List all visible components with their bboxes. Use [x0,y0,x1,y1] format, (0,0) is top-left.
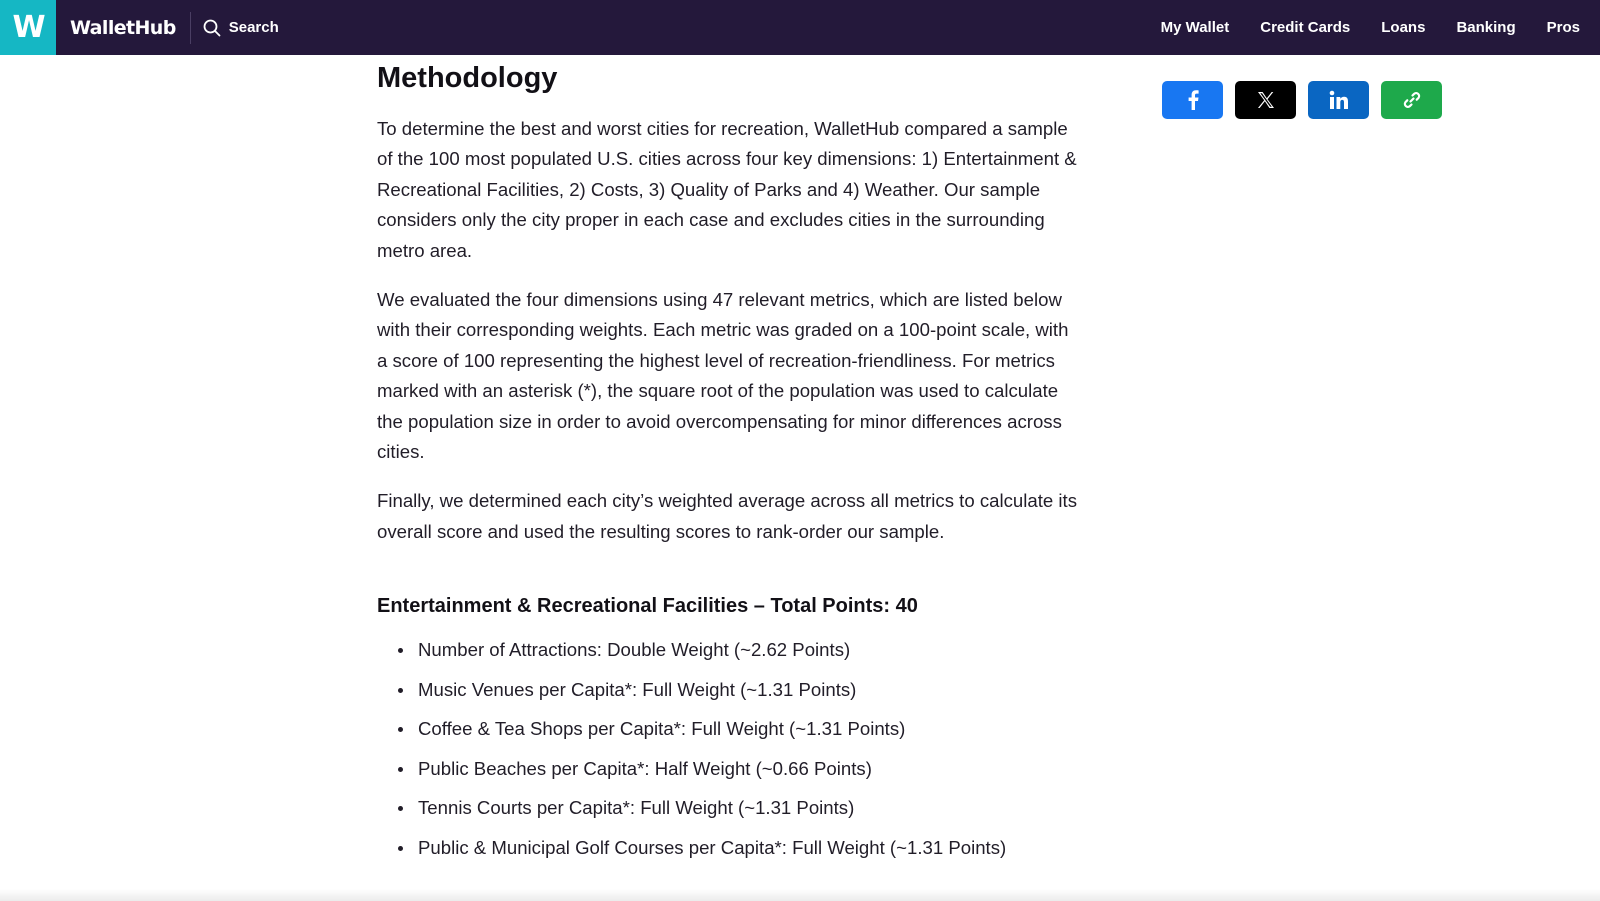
page-title: Methodology [377,62,558,94]
metrics-list [377,635,1082,872]
list-item: Number of Attractions: Double Weight (~2.62 Points) [377,635,1082,675]
top-navigation-bar [0,0,1600,55]
linkedin-icon [1329,90,1349,110]
share-linkedin-button[interactable] [1308,81,1369,119]
share-buttons [1162,81,1454,119]
section-heading: Entertainment & Recreational Facilities – Total Points: 40 [377,595,918,618]
nav-credit-cards[interactable]: Credit Cards [1260,19,1351,36]
list-item: Coffee & Tea Shops per Capita*: Full Weight (~1.31 Points) [377,714,1082,754]
nav-loans[interactable]: Loans [1381,19,1426,36]
x-icon [1257,91,1275,109]
link-icon [1402,90,1422,110]
wallethub-logo-text[interactable]: WalletHub [70,16,176,39]
list-item: Public & Municipal Golf Courses per Capita*: Full Weight (~1.31 Points) [377,833,1082,873]
list-item: Public Beaches per Capita*: Half Weight (~0.66 Points) [377,754,1082,794]
paragraph-scoring: Finally, we determined each city’s weighted average across all metrics to calculate its overall score and used the resulting scores to rank-order our sample. [377,490,1077,542]
nav-my-wallet[interactable]: My Wallet [1160,19,1230,36]
search-button[interactable] [203,19,279,37]
share-facebook-button[interactable] [1162,81,1223,119]
paragraph-intro: To determine the best and worst cities for recreation, WalletHub compared a sample of the 100 most populated U.S. cities across four key dimensions: 1) Entertainment & Recreational Facilities, 2) Costs, 3) Quality of Parks and 4) Weather. Our sample considers only the city proper in each case and excludes cities in the surrounding metro area. [377,118,1077,261]
copy-link-button[interactable] [1381,81,1442,119]
paragraph-metrics: We evaluated the four dimensions using 47 relevant metrics, which are listed below with their corresponding weights. Each metric was graded on a 100-point scale, with a score of 100 representing the highest level of recreation-friendliness. For metrics marked with an asterisk (*), the square root of the population was used to calculate the population size in order to avoid overcompensating for minor differences across cities. [377,289,1069,463]
bottom-edge-shadow [0,889,1600,901]
list-item: Tennis Courts per Capita*: Full Weight (~1.31 Points) [377,793,1082,833]
search-label: Search [228,19,279,36]
wallethub-logo-mark[interactable]: W [0,0,56,55]
methodology-article [377,58,1082,872]
nav-banking[interactable]: Banking [1456,19,1516,36]
nav-pros[interactable]: Pros [1546,19,1580,36]
search-icon [203,19,221,37]
header-divider [190,12,191,44]
list-item: Music Venues per Capita*: Full Weight (~1.31 Points) [377,675,1082,715]
share-x-button[interactable] [1235,81,1296,119]
main-nav [1130,19,1580,36]
facebook-icon [1187,90,1199,110]
